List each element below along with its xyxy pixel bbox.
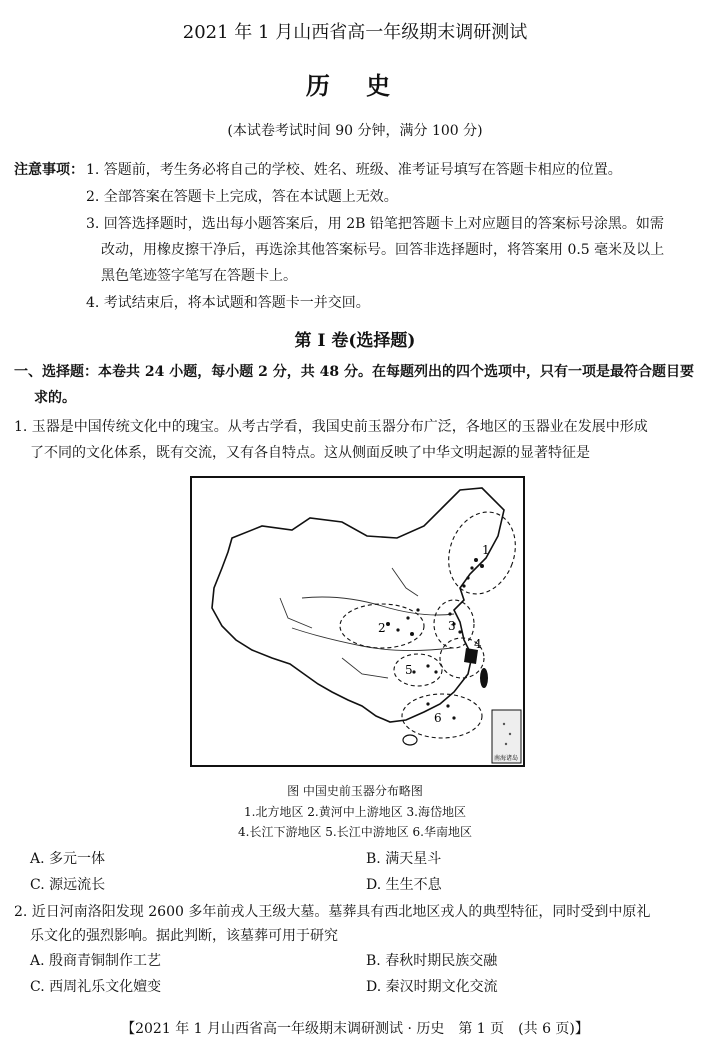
notice-item-3-cont2: 黑色笔迹签字笔写在答题卡上。 bbox=[101, 268, 297, 284]
china-outline bbox=[212, 488, 504, 722]
inset-label: 南海诸岛 bbox=[494, 755, 519, 762]
exam-title: 2021 年 1 月山西省高一年级期末调研测试 bbox=[182, 22, 528, 43]
jade-distribution-map bbox=[190, 476, 525, 767]
region-label-3: 3 bbox=[448, 619, 456, 633]
q1-stem-line-2: 了不同的文化体系，既有交流，又有各自特点。这从侧面反映了中华文明起源的显著特征是 bbox=[30, 445, 590, 461]
notice-item-2: 2. 全部答案在答题卡上完成，答在本试题上无效。 bbox=[86, 189, 398, 205]
region-label-2: 2 bbox=[378, 621, 386, 635]
page-footer: 【2021 年 1 月山西省高一年级期末调研测试 · 历史 第 1 页 (共 6 页)】 bbox=[121, 1021, 589, 1037]
map-legend-line-2: 4.长江下游地区 5.长江中游地区 6.华南地区 bbox=[238, 825, 472, 839]
region-label-6: 6 bbox=[434, 711, 442, 725]
q1-stem-line-1: 1. 玉器是中国传统文化中的瑰宝。从考古学看，我国史前玉器分布广泛，各地区的玉器业在发展中形成 bbox=[14, 419, 648, 435]
instructions-line-1: 一、选择题：本卷共 24 小题，每小题 2 分，共 48 分。在每题列出的四个选项中，只有一项是最符合题目要 bbox=[14, 364, 694, 380]
subject-title: 历 史 bbox=[305, 71, 405, 100]
q2-option-a: A. 殷商青铜制作工艺 bbox=[30, 953, 162, 969]
q1-option-a: A. 多元一体 bbox=[30, 851, 106, 867]
q2-option-b: B. 春秋时期民族交融 bbox=[366, 953, 498, 969]
q2-option-c: C. 西周礼乐文化嬗变 bbox=[30, 979, 162, 995]
q1-option-d: D. 生生不息 bbox=[366, 877, 442, 893]
q1-option-c: C. 源远流长 bbox=[30, 877, 106, 893]
region-5-boundary bbox=[394, 654, 442, 686]
hainan-island bbox=[403, 735, 417, 745]
instructions-line-2: 求的。 bbox=[34, 390, 76, 406]
section-title: 第 Ⅰ 卷(选择题) bbox=[294, 331, 416, 351]
time-info: (本试卷考试时间 90 分钟，满分 100 分) bbox=[227, 123, 483, 139]
notice-item-3: 3. 回答选择题时，选出每小题答案后，用 2B 铅笔把答题卡上对应题目的答案标号涂黑。如需 bbox=[86, 216, 664, 232]
map-caption: 图 中国史前玉器分布略图 bbox=[287, 784, 423, 798]
q2-option-d: D. 秦汉时期文化交流 bbox=[366, 979, 498, 995]
region-label-5: 5 bbox=[405, 663, 413, 677]
q2-stem-line-1: 2. 近日河南洛阳发现 2600 多年前戎人王级大墓。墓葬具有西北地区戎人的典型特征，同时受到中原礼 bbox=[14, 904, 651, 920]
notice-label: 注意事项： bbox=[14, 162, 84, 178]
notice-item-3-cont: 改动，用橡皮擦干净后，再选涂其他答案标号。回答非选择题时，将答案用 0.5 毫米及以上 bbox=[101, 242, 665, 258]
region-1-boundary bbox=[438, 503, 523, 604]
china-map-drawing bbox=[192, 478, 523, 765]
notice-item-1: 1. 答题前，考生务必将自己的学校、姓名、班级、准考证号填写在答题卡相应的位置。 bbox=[86, 162, 622, 178]
region-label-4: 4 bbox=[474, 637, 482, 651]
notice-item-4: 4. 考试结束后，将本试题和答题卡一并交回。 bbox=[86, 295, 370, 311]
region-label-1: 1 bbox=[482, 543, 490, 557]
q2-stem-line-2: 乐文化的强烈影响。据此判断，该墓葬可用于研究 bbox=[30, 928, 338, 944]
q1-option-b: B. 满天星斗 bbox=[366, 851, 442, 867]
map-legend-line-1: 1.北方地区 2.黄河中上游地区 3.海岱地区 bbox=[244, 805, 466, 819]
taiwan-island bbox=[480, 668, 488, 688]
